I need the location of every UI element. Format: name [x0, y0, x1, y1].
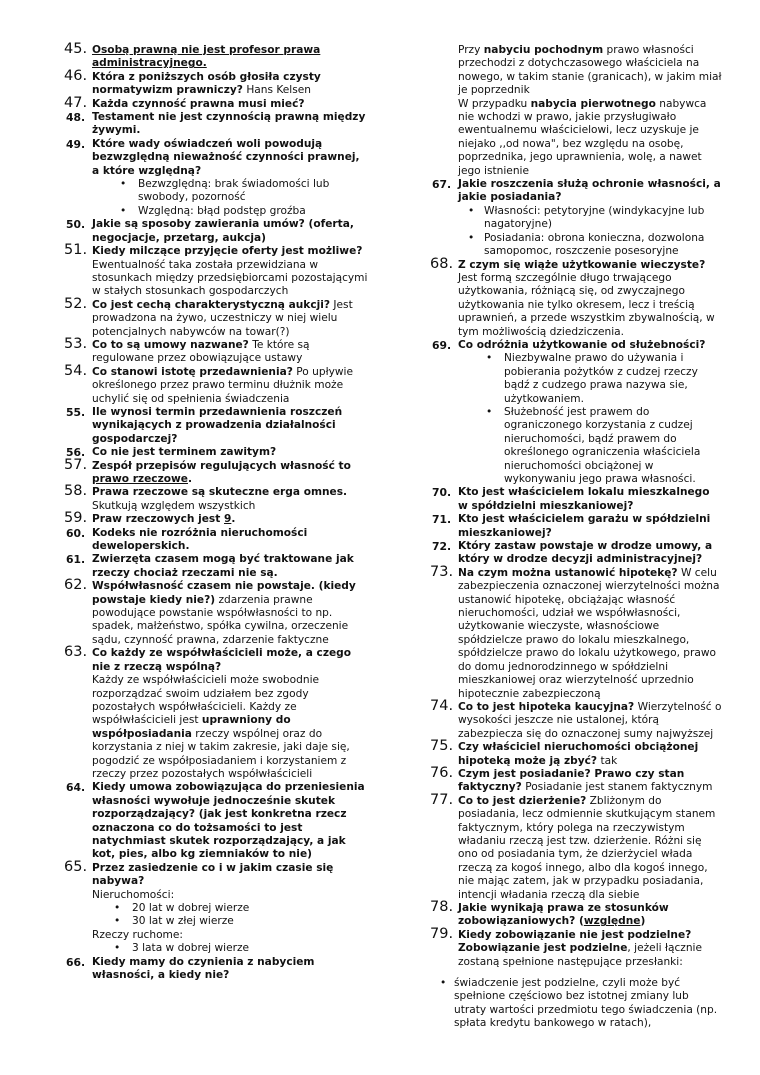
question-number: 66.	[66, 955, 86, 969]
answer-text: Hans Kelsen	[246, 84, 312, 97]
list-item: • Własności: petytoryjne (windykacyjne lub nagatoryjne)	[432, 205, 722, 232]
question-text: Która z poniższych osób głosiła czysty normatywizm prawniczy?	[92, 70, 321, 97]
question-text: Przez zasiedzenie co i w jakim czasie się nabywa?	[92, 861, 334, 888]
answer-text: Zbliżonym do posiadania, lecz odmiennie skutkującym stanem faktycznym, który polega na rzeczywistym władaniu rzeczą jest tzw. dzierżenie. Różni się ono od posiadania tym, że dzierżyciel włada rzeczą za kogoś innego, albo dla kogoś innego, nie mając zatem, jak w przypadku posiadania, intencji władania rzeczą dla siebie	[458, 794, 716, 901]
question-text: Kodeks nie rozróżnia nieruchomości deweloperskich.	[92, 526, 308, 553]
question-text: Z czym się wiąże użytkowanie wieczyste?	[458, 258, 706, 271]
question-text	[92, 460, 351, 485]
question-79	[430, 925, 722, 969]
list-item: • 3 lata w dobrej wierze	[66, 942, 370, 955]
paragraph-text: W przypadku	[458, 97, 531, 110]
question-number: 73.	[430, 563, 454, 580]
question-49	[66, 138, 370, 178]
question-60	[66, 527, 370, 554]
question-number: 49.	[66, 137, 86, 151]
question-number: 53.	[64, 335, 88, 352]
answer-text-part: rzeczy wspólnej oraz do korzystania z niej w takim zakresie, jaki daje się, pogodzić ze współposiadaniem i korzystaniem z rzeczy przez pozostałych współwłaścicieli	[92, 727, 350, 780]
paragraph-derivative-acquisition	[432, 44, 722, 98]
question-text: Co to są umowy nazwane?	[92, 338, 249, 351]
question-number: 51.	[64, 242, 88, 259]
paragraph-text: nabywca nie wchodzi w prawo, jakie przysługiwało ewentualnemu właścicielowi, lecz uzyskuje je niejako ,,od nowa", bez względu na osobę, poprzednika, jego uprawnienia, wolę, a nawet jego istnienie	[458, 97, 707, 177]
question-text: Na czym można ustanowić hipotekę?	[458, 566, 678, 579]
bold-term: uprawniony do współposiadania	[92, 714, 291, 740]
question-number: 62.	[64, 577, 88, 594]
question-number: 68.	[430, 255, 454, 272]
question-text: Co stanowi istotę przedawnienia?	[92, 365, 293, 378]
question-text: Co każdy ze współwłaścicieli może, a czego nie z rzeczą wspólną?	[92, 647, 352, 673]
answer-text: Te które są regulowane przez obowiązujące ustawy	[92, 338, 310, 365]
question-47	[64, 94, 370, 111]
question-text-part: Jakie wynikają prawa ze stosunków zobowiązaniowych? (	[458, 902, 669, 928]
list-item: • Bezwzględną: brak świadomości lub swobody, pozorność	[66, 178, 370, 205]
spacer	[432, 969, 722, 977]
bold-term: nabycia pierwotnego	[530, 97, 656, 110]
question-51	[64, 242, 370, 299]
question-number: 67.	[432, 178, 452, 192]
question-number: 50.	[66, 218, 86, 232]
paragraph-text: Przy	[458, 44, 484, 56]
answer-text	[92, 674, 350, 780]
answer-label: Nieruchomości:	[92, 888, 175, 901]
question-77	[430, 791, 722, 902]
question-text: Które wady oświadczeń woli powodują bezwzględną nieważność czynności prawnej, a które względną?	[92, 137, 360, 177]
question-61	[66, 553, 370, 580]
question-text: Czym jest posiadanie? Prawo czy stan faktyczny?	[458, 767, 685, 794]
question-number: 65.	[64, 858, 88, 875]
question-number: 45.	[64, 41, 88, 57]
question-text	[92, 513, 235, 525]
question-text: Każda czynność prawna musi mieć?	[92, 97, 305, 110]
question-number: 56.	[66, 446, 86, 460]
question-text: Co odróżnia użytkowanie od służebności?	[458, 338, 706, 351]
paragraph-text: prawo własności przechodzi z dotychczasowego właściciela na nowego, w takim stanie (granicach), w jakim miał je poprzednik	[458, 44, 722, 97]
question-62	[64, 577, 370, 647]
answer-text: Wierzytelność o wysokości jeszcze nie ustalonej, którą zabezpiecza się do oznaczonej sumy najwyższej	[458, 700, 722, 740]
question-text: Prawa rzeczowe są skuteczne erga omnes.	[92, 486, 348, 499]
question-number: 79.	[430, 925, 454, 942]
question-70	[432, 486, 722, 513]
question-text: Kiedy umowa zobowiązująca do przeniesienia własności wywołuje jednocześnie skutek rozporządzający? (jak jest konkretna rzecz oznaczona co do tożsamości to jest natychmiast skutek rozporządzający, a jak kot, pies, albo kg ziemniaków to nie)	[92, 781, 365, 861]
question-67	[432, 178, 722, 205]
question-56	[66, 446, 370, 459]
question-number: 75.	[430, 738, 454, 755]
question-text: Co nie jest terminem zawitym?	[92, 446, 277, 459]
question-text-part: )	[640, 915, 646, 928]
bullet-list	[432, 205, 722, 259]
question-text-part: .	[187, 473, 193, 485]
answer-text: tak	[600, 754, 618, 767]
question-number: 52.	[64, 295, 88, 312]
list-item: • Niezbywalne prawo do używania i pobierania pożytków z cudzej rzeczy bądź z cudzego prawa nazywa sie, użytkowaniem.	[432, 352, 722, 406]
answer-text: zdarzenia prawne powodujące powstanie współwłasności to np. spadek, małżeństwo, spółka cywilna, orzeczenie sądu, czynność prawna, zdarzenie faktyczne	[92, 593, 349, 646]
question-66	[66, 956, 370, 983]
question-number: 77.	[430, 791, 454, 808]
question-63	[64, 644, 370, 781]
question-number: 64.	[66, 781, 86, 795]
question-number: 47.	[64, 94, 88, 111]
list-item: • 20 lat w dobrej wierze	[66, 902, 370, 915]
bullet-list	[432, 977, 722, 1031]
answer-label: Rzeczy ruchome:	[92, 928, 183, 941]
question-52	[64, 295, 370, 339]
question-text: Jakie są sposoby zawierania umów? (oferta, negocjacje, przetarg, aukcja)	[92, 218, 354, 244]
question-57	[64, 456, 370, 487]
question-text-part: Zespół przepisów regulujących własność to	[92, 459, 351, 472]
question-number: 70.	[432, 486, 452, 500]
bullet-list	[66, 942, 370, 955]
list-item: • 30 lat w złej wierze	[66, 915, 370, 928]
underlined-term: 9	[224, 513, 232, 526]
underlined-term: prawo rzeczowe	[92, 473, 188, 485]
question-69	[432, 339, 722, 352]
question-75	[430, 738, 722, 768]
question-text: Czy właściciel nieruchomości obciążonej hipoteką może ją zbyć?	[458, 741, 699, 767]
question-64	[66, 781, 370, 861]
answer-text: W celu zabezpieczenia oznaczonej wierzytelności można ustanowić hipotekę, obciążając własność nieruchomości, udział we współwłasności, użytkowanie wieczyste, własnościowe spółdzielcze prawo do lokalu mieszkalnego, spółdzielcze prawo do lokalu użytkowego, prawo do domu jednorodzinnego w spółdzielni mieszkaniowej oraz wierzytelność uprzednio hipotecznie zabezpieczoną	[458, 566, 720, 700]
question-text: Kto jest właścicielem garażu w spółdzielni mieszkaniowej?	[458, 513, 711, 539]
question-text: Jakie roszczenia służą ochronie własności, a jakie posiadania?	[458, 178, 721, 204]
question-number: 48.	[66, 111, 86, 125]
question-76	[430, 764, 722, 795]
list-item: • świadczenie jest podzielne, czyli może być spełnione częściowo bez istotnej zmiany lub utraty wartości przedmiotu tego świadczenia (np. spłata kredytu bankowego w ratach),	[432, 977, 722, 1031]
answer-text: Jest prowadzona na żywo, uczestniczy w niej wielu potencjalnych nabywców na towar(?)	[92, 298, 353, 338]
question-text: Zwierzęta czasem mogą być traktowane jak rzeczy chociaż rzeczami nie są.	[92, 553, 354, 579]
question-78	[430, 899, 722, 929]
question-text-part: .	[231, 513, 236, 526]
question-number: 74.	[430, 697, 454, 714]
question-text: Co to jest dzierżenie?	[458, 794, 587, 807]
question-number: 71.	[432, 513, 452, 527]
question-text: Który zastaw powstaje w drodze umowy, a który w drodze decyzji administracyjnej?	[458, 540, 713, 566]
question-54	[64, 362, 370, 406]
list-item: • Posiadania: obrona konieczna, dozwolona samopomoc, roszczenie posesoryjne	[432, 232, 722, 259]
question-68	[430, 255, 722, 339]
question-text: Co jest cechą charakterystyczną aukcji?	[92, 298, 331, 311]
bold-term: nabyciu pochodnym	[483, 44, 604, 56]
list-item: • Służebność jest prawem do ograniczonego korzystania z cudzej nieruchomości, bądź prawem do określonego ograniczenia właściciela nieruchomości obciążonej w wykonywaniu jego prawa własności.	[432, 406, 722, 486]
question-text	[458, 902, 669, 927]
bold-term: Zobowiązanie jest podzielne	[458, 942, 628, 955]
answer-text: , jeżeli łącznie zostaną spełnione następujące przesłanki:	[458, 942, 703, 968]
answer-text: Ewentualność taka została przewidziana w stosunkach między przedsiębiorcami pozostającymi w stałych stosunkach gospodarczych	[92, 258, 368, 298]
question-74	[430, 697, 722, 741]
answer-text-part: Każdy ze współwłaścicieli może swobodnie rozporządzać swoim udziałem bez zgody pozostałych współwłaścicieli. Każdy ze współwłaścicieli jest	[92, 674, 320, 727]
question-number: 55.	[66, 405, 86, 419]
question-text: Ile wynosi termin przedawnienia roszczeń wynikających z prowadzenia działalności gospodarczej?	[92, 405, 343, 445]
question-number: 60.	[66, 526, 86, 540]
question-number: 72.	[432, 540, 452, 554]
question-text: Kiedy zobowiązanie nie jest podzielne?	[458, 928, 692, 941]
question-72	[432, 540, 722, 567]
left-column	[64, 41, 370, 982]
question-number: 69.	[432, 338, 452, 352]
bullet-list	[432, 352, 722, 486]
question-number: 76.	[430, 764, 454, 781]
question-number: 59.	[64, 510, 88, 527]
question-53	[64, 335, 370, 366]
answer-text: Po upływie określonego przez prawo terminu dłużnik może uchylić się od spełnienia świadczenia	[92, 365, 353, 405]
question-text: Kiedy mamy do czynienia z nabyciem własności, a kiedy nie?	[92, 955, 315, 982]
question-text-part: Praw rzeczowych jest	[92, 513, 224, 526]
question-text: Testament nie jest czynnością prawną między żywymi.	[92, 111, 366, 137]
paragraph-original-acquisition	[432, 98, 722, 178]
question-number: 61.	[66, 553, 86, 567]
bullet-list	[66, 178, 370, 218]
question-50	[66, 218, 370, 245]
question-text: Osobą prawną nie jest profesor prawa administracyjnego.	[92, 44, 321, 70]
question-number: 78.	[430, 899, 454, 915]
right-column	[432, 44, 722, 1031]
question-58	[64, 483, 370, 513]
bullet-list	[66, 902, 370, 929]
question-59	[64, 510, 370, 527]
question-text: Co to jest hipoteka kaucyjna?	[458, 700, 635, 713]
question-65	[64, 858, 370, 902]
question-number: 63.	[64, 644, 88, 661]
question-48	[66, 111, 370, 138]
question-46	[64, 67, 370, 98]
underlined-term: względne	[583, 915, 641, 928]
answer-text: Jest formą szczególnie długo trwającego użytkowania, różniącą się, od zwyczajnego użytkowania nie tylko okresem, lecz i treścią uprawnień, a przede wszystkim zbywalnością, w tym możliwością dziedziczenia.	[458, 271, 715, 338]
question-number: 54.	[64, 362, 88, 379]
question-73	[430, 563, 722, 701]
question-number: 46.	[64, 67, 88, 84]
answer-text: Skutkują względem wszystkich	[92, 499, 256, 512]
question-45	[64, 41, 370, 71]
question-text: Współwłasność czasem nie powstaje. (kiedy powstaje kiedy nie?)	[92, 580, 356, 606]
answer-text: Posiadanie jest stanem faktycznym	[525, 781, 713, 794]
question-number: 58.	[64, 483, 88, 500]
question-55	[66, 406, 370, 446]
question-text: Kto jest właścicielem lokalu mieszkalnego w spółdzielni mieszkaniowej?	[458, 486, 710, 512]
question-71	[432, 513, 722, 540]
list-item: • Względną: błąd podstęp groźba	[66, 205, 370, 218]
question-number: 57.	[64, 456, 88, 473]
question-text: Kiedy milczące przyjęcie oferty jest możliwe?	[92, 245, 363, 258]
